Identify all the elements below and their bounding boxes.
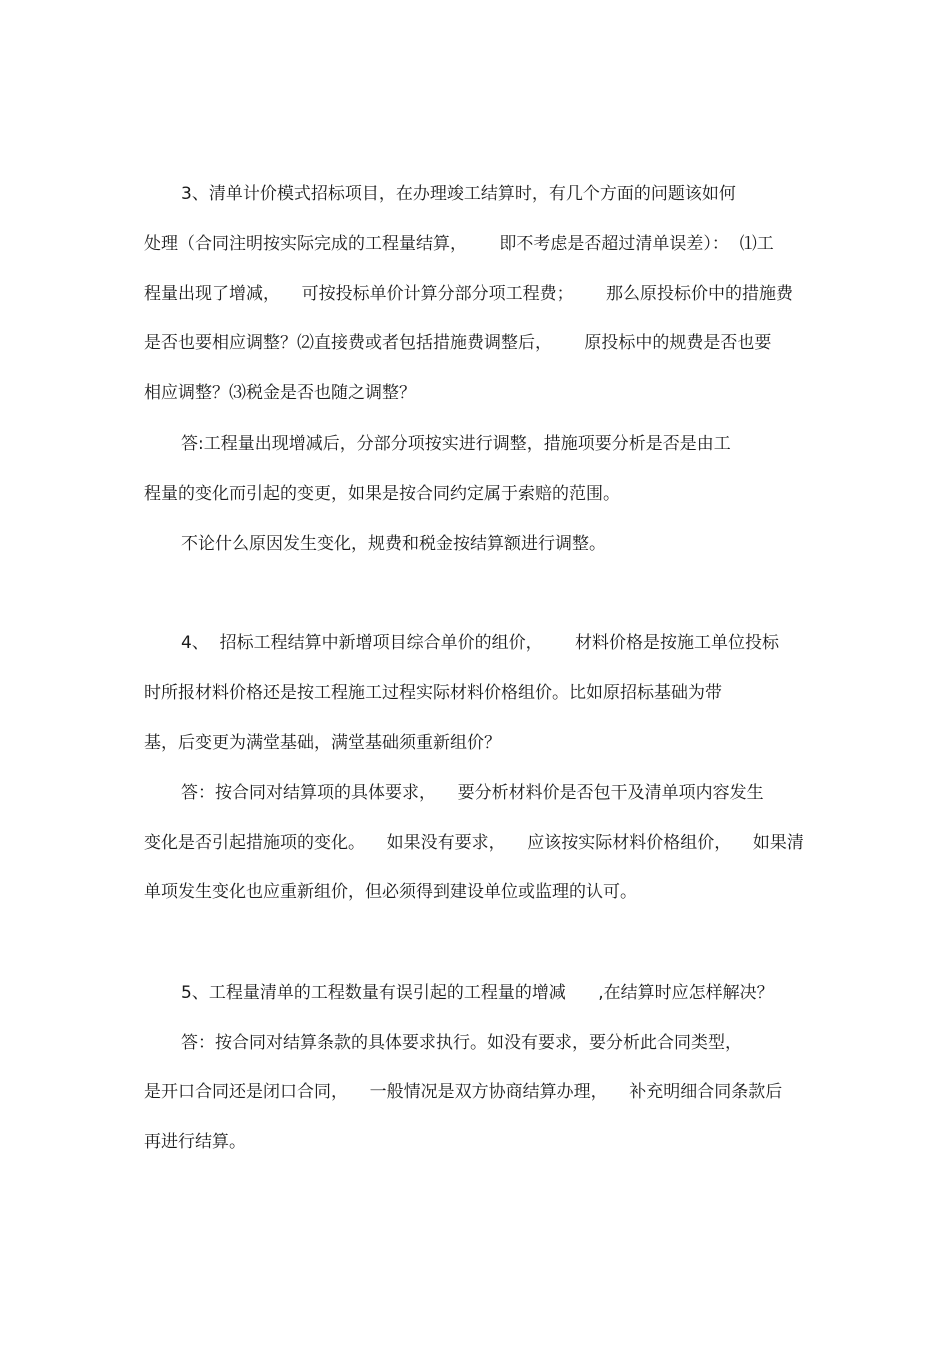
q4-answer-line-3: 单项发生变化也应重新组价，但必须得到建设单位或监理的认可。 [144,882,637,902]
q3-question-line-2: 处理（合同注明按实际完成的工程量结算， 即不考虑是否超过清单误差）： ⑴工 [144,234,774,254]
q3-answer-line-1: 答:工程量出现增减后，分部分项按实进行调整，措施项要分析是否是由工 [181,434,731,454]
q3-question-line-1: 3、清单计价模式招标项目，在办理竣工结算时，有几个方面的问题该如何 [181,184,736,204]
q3-answer-line-3: 不论什么原因发生变化，规费和税金按结算额进行调整。 [181,534,606,554]
q4-question-line-3: 基，后变更为满堂基础，满堂基础须重新组价？ [144,733,501,753]
q3-question-line-4: 是否也要相应调整？⑵直接费或者包括措施费调整后， 原投标中的规费是否也要 [144,333,772,353]
q4-answer-line-1: 答：按合同对结算项的具体要求， 要分析材料价是否包干及清单项内容发生 [181,783,764,803]
q4-answer-line-2: 变化是否引起措施项的变化。 如果没有要求， 应该按实际材料价格组价， 如果清 [144,833,804,853]
q3-answer-line-2: 程量的变化而引起的变更，如果是按合同约定属于索赔的范围。 [144,484,620,504]
q4-question-line-2: 时所报材料价格还是按工程施工过程实际材料价格组价。比如原招标基础为带 [144,683,722,703]
q4-question-line-1: 4、 招标工程结算中新增项目综合单价的组价， 材料价格是按施工单位投标 [181,633,780,653]
q5-answer-line-2: 是开口合同还是闭口合同， 一般情况是双方协商结算办理， 补充明细合同条款后 [144,1082,783,1102]
q5-answer-line-3: 再进行结算。 [144,1132,246,1152]
q3-question-line-5: 相应调整？⑶税金是否也随之调整？ [144,383,416,403]
q3-question-line-3: 程量出现了增减， 可按投标单价计算分部分项工程费； 那么原投标价中的措施费 [144,284,794,304]
q5-answer-line-1: 答：按合同对结算条款的具体要求执行。如没有要求，要分析此合同类型， [181,1033,742,1053]
q5-question-line-1: 5、工程量清单的工程数量有误引起的工程量的增减 ,在结算时应怎样解决？ [181,983,774,1003]
